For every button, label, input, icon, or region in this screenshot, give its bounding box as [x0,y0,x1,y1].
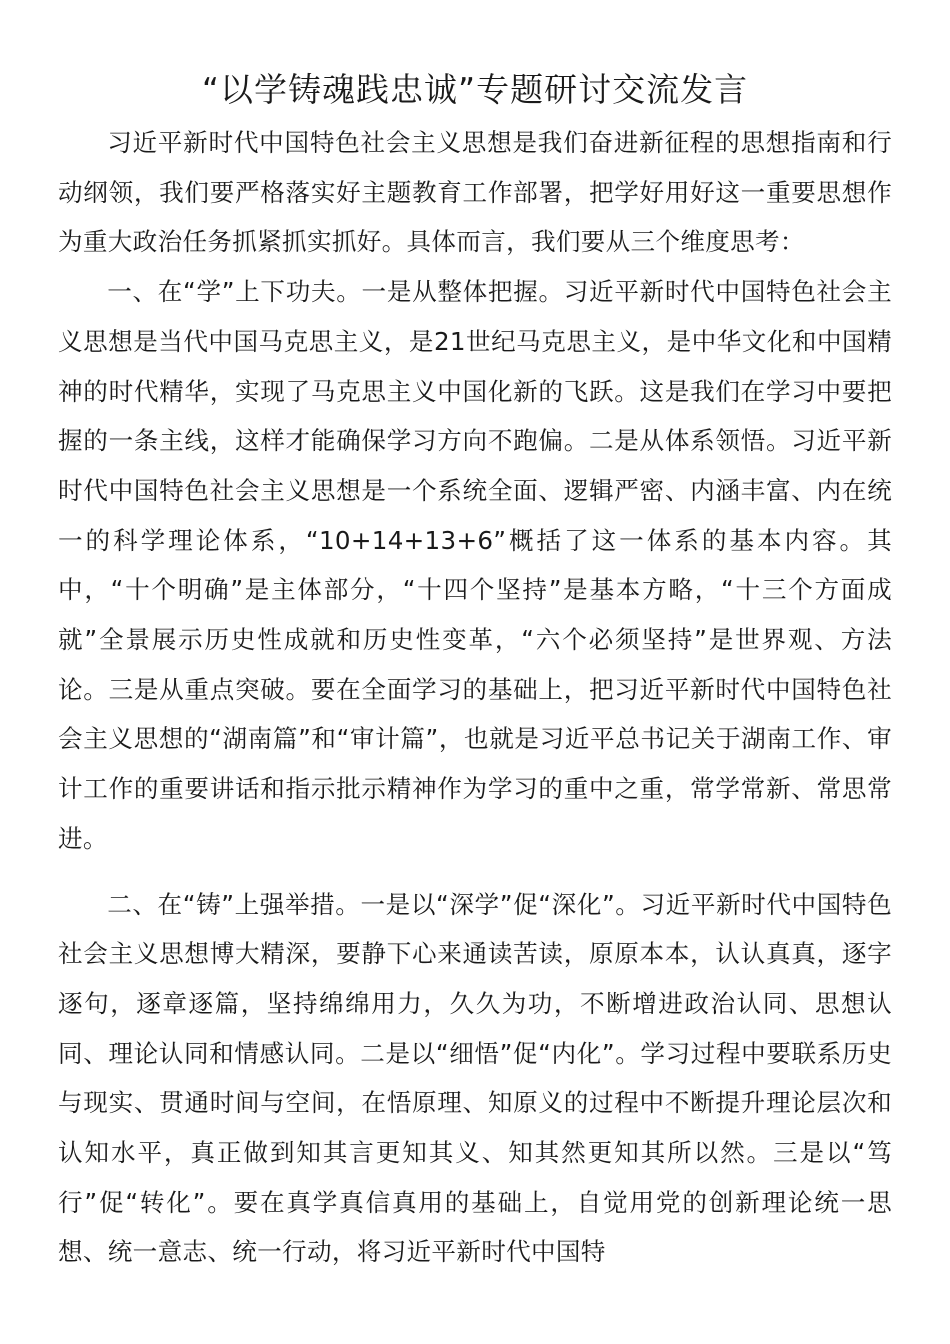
section-two-paragraph: 二、在“铸”上强举措。一是以“深学”促“深化”。习近平新时代中国特色社会主义思想博大精深，要静下心来通读苦读，原原本本，认认真真，逐字逐句，逐章逐篇，坚持绵绵用力，久久为功，不断增进政治认同、思想认同、理论认同和情感认同。二是以“细悟”促“内化”。学习过程中要联系历史与现实、贯通时间与空间，在悟原理、知原义的过程中不断提升理论层次和认知水平，真正做到知其言更知其义、知其然更知其所以然。三是以“笃行”促“转化”。要在真学真信真用的基础上，自觉用党的创新理论统一思想、统一意志、统一行动，将习近平新时代中国特 [58,889,892,1267]
document-title: “以学铸魂践忠诚”专题研讨交流发言 [201,70,749,109]
intro-paragraph: 习近平新时代中国特色社会主义思想是我们奋进新征程的思想指南和行动纲领，我们要严格落实好主题教育工作部署，把学好用好这一重要思想作为重大政治任务抓紧抓实抓好。具体而言，我们要从三个维度思考： [58,128,892,257]
section-one-paragraph: 一、在“学”上下功夫。一是从整体把握。习近平新时代中国特色社会主义思想是当代中国马克思主义，是21世纪马克思主义，是中华文化和中国精神的时代精华，实现了马克思主义中国化新的飞跃。这是我们在学习中要把握的一条主线，这样才能确保学习方向不跑偏。二是从体系领悟。习近平新时代中国特色社会主义思想是一个系统全面、逻辑严密、内涵丰富、内在统一的科学理论体系，“10+14+13+6”概括了这一体系的基本内容。其中，“十个明确”是主体部分，“十四个坚持”是基本方略，“十三个方面成就”全景展示历史性成就和历史性变革，“六个必须坚持”是世界观、方法论。三是从重点突破。要在全面学习的基础上，把习近平新时代中国特色社会主义思想的“湖南篇”和“审计篇”，也就是习近平总书记关于湖南工作、审计工作的重要讲话和指示批示精神作为学习的重中之重，常学常新、常思常进。 [58,277,892,853]
